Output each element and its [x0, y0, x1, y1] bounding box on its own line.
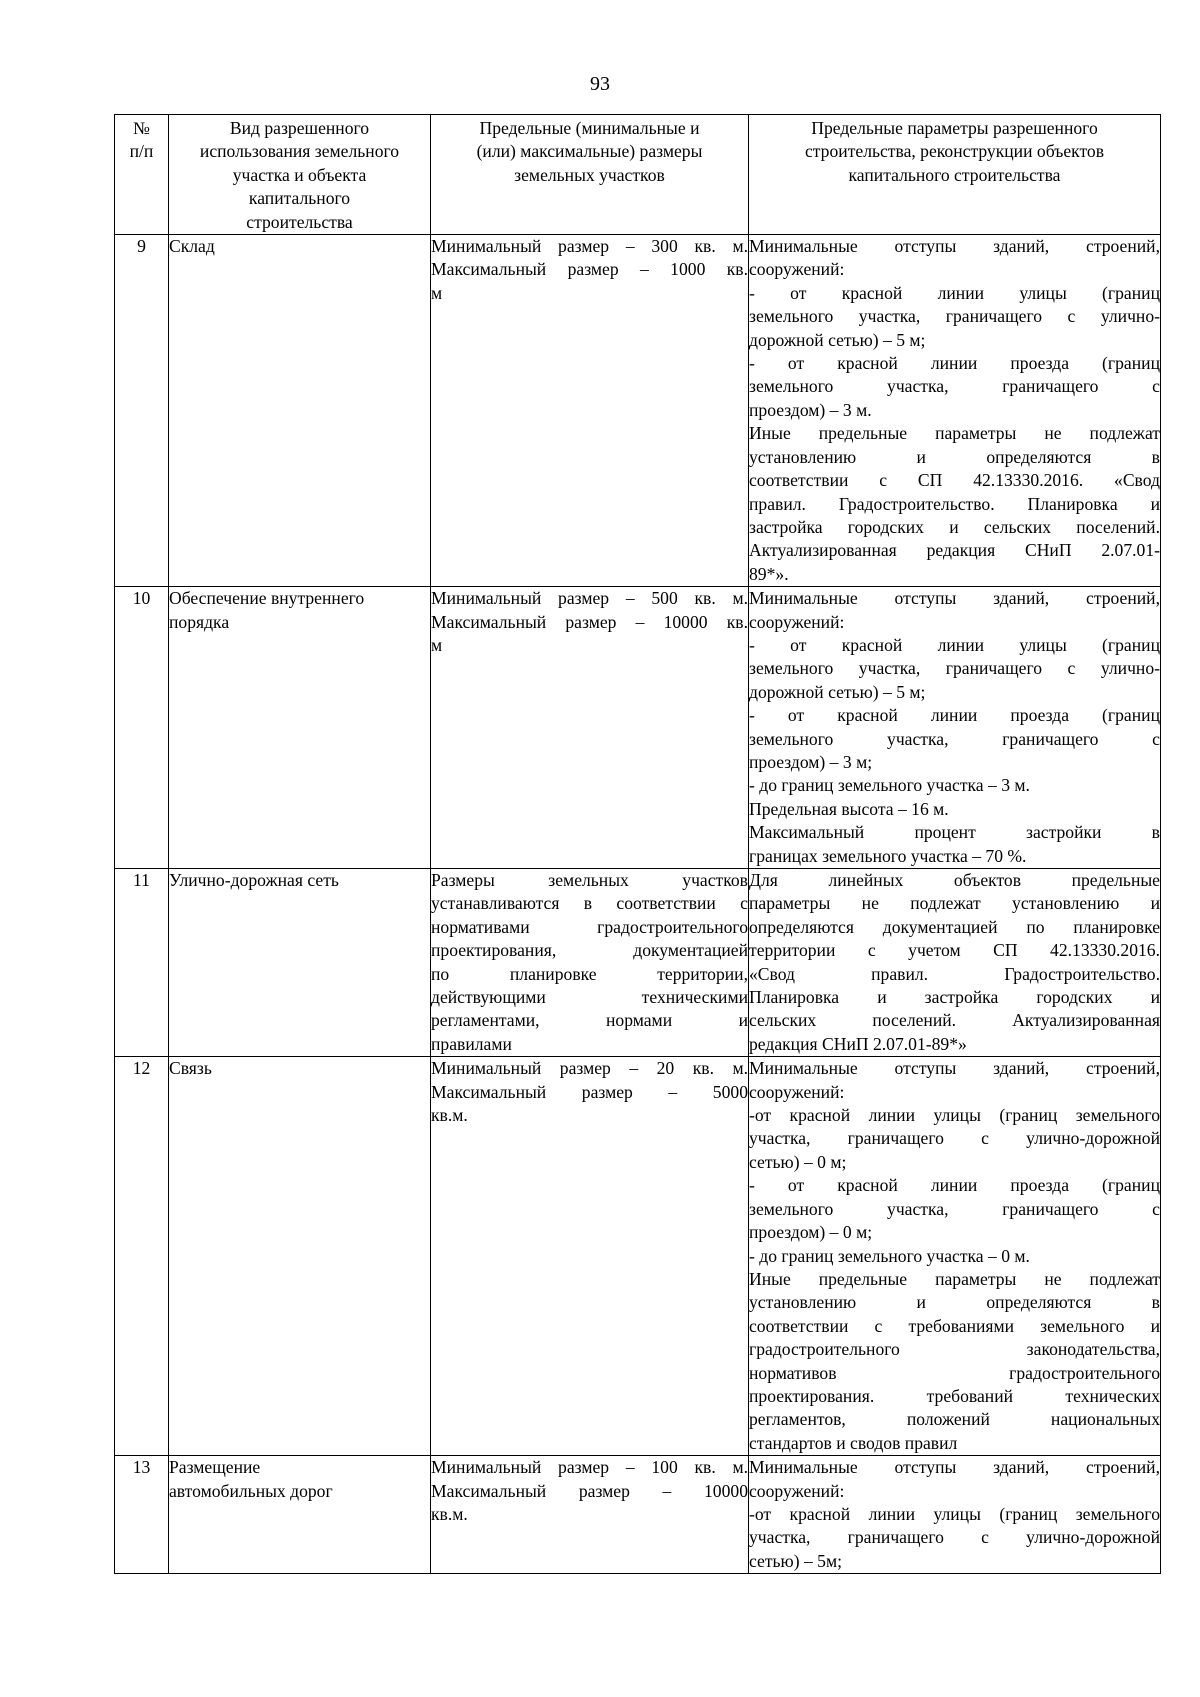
- cell-line: Предельная высота – 16 м.: [749, 798, 949, 819]
- cell-line: - от красной линии проезда (границ: [749, 705, 1160, 726]
- cell-line: сооружений:: [749, 259, 845, 280]
- cell-line: Минимальный размер – 300 кв. м.: [431, 236, 748, 257]
- header-line: п/п: [129, 141, 154, 162]
- cell-line: - от красной линии улицы (границ: [749, 634, 1160, 655]
- table-body: [115, 235, 1161, 1574]
- header-line: капитального: [248, 188, 351, 209]
- cell-line: кв.м.: [431, 1105, 468, 1126]
- cell-construction-parameters: [749, 1456, 1161, 1574]
- table-row: [115, 1057, 1161, 1456]
- cell-construction-parameters: [749, 1057, 1161, 1456]
- cell-line: Актуализированная редакция СНиП 2.07.01-: [749, 540, 1160, 561]
- cell-land-use-type: [169, 869, 431, 1057]
- cell-line: нормативами градостроительного: [431, 916, 748, 937]
- table-row: [115, 1456, 1161, 1574]
- cell-line: Склад: [169, 236, 215, 257]
- cell-line: дорожной сетью) – 5 м;: [749, 681, 926, 702]
- cell-line: по планировке территории,: [431, 963, 748, 984]
- cell-line: границах земельного участка – 70 %.: [749, 845, 1027, 866]
- cell-line: застройка городских и сельских поселений.: [749, 516, 1160, 537]
- cell-line: Размеры земельных участков: [431, 870, 748, 890]
- cell-line: дорожной сетью) – 5 м;: [749, 329, 926, 350]
- cell-line: -от красной линии улицы (границ земельного: [749, 1105, 1160, 1126]
- cell-plot-size-limits: [431, 587, 749, 869]
- cell-line: Размещение: [169, 1457, 261, 1478]
- page-number: 93: [590, 73, 610, 95]
- cell-line: - от красной линии проезда (границ: [749, 353, 1160, 374]
- cell-line: м: [431, 634, 443, 655]
- cell-line: Минимальный размер – 20 кв. м.: [431, 1058, 748, 1079]
- cell-line: редакция СНиП 2.07.01-89*»: [749, 1033, 967, 1054]
- cell-line: устанавливаются в соответствии с: [431, 893, 748, 914]
- cell-line: Минимальные отступы зданий, строений,: [749, 236, 1160, 257]
- cell-land-use-type: [169, 587, 431, 869]
- cell-line: земельного участка, граничащего с: [749, 1198, 1160, 1219]
- cell-line: Обеспечение внутреннего: [169, 588, 365, 609]
- header-land-use-type: [169, 115, 431, 235]
- cell-line: м: [431, 282, 443, 303]
- cell-line: земельного участка, граничащего с: [749, 376, 1160, 397]
- cell-line: «Свод правил. Градостроительство.: [749, 963, 1160, 984]
- cell-number: 13: [115, 1456, 169, 1574]
- cell-line: Минимальный размер – 500 кв. м.: [431, 588, 748, 609]
- header-line: строительства, реконструкции объектов: [804, 141, 1105, 162]
- header-construction-parameters: [749, 115, 1161, 235]
- cell-line: Максимальный процент застройки в: [749, 822, 1160, 843]
- cell-line: Максимальный размер – 1000 кв.: [431, 259, 748, 280]
- cell-line: стандартов и сводов правил: [749, 1432, 958, 1453]
- cell-line: Улично-дорожная сеть: [169, 870, 339, 890]
- cell-line: автомобильных дорог: [169, 1480, 333, 1501]
- cell-line: регламентов, положений национальных: [749, 1409, 1160, 1430]
- cell-line: установлению и определяются в: [749, 1292, 1160, 1313]
- cell-line: Максимальный размер – 5000: [431, 1081, 748, 1102]
- cell-line: Минимальные отступы зданий, строений,: [749, 1457, 1160, 1478]
- cell-land-use-type: [169, 235, 431, 587]
- cell-line: Минимальные отступы зданий, строений,: [749, 588, 1160, 609]
- cell-line: нормативов градостроительного: [749, 1362, 1160, 1383]
- cell-line: определяются документацией по планировке: [749, 916, 1160, 937]
- cell-line: соответствии с СП 42.13330.2016. «Свод: [749, 470, 1160, 491]
- cell-line: Максимальный размер – 10000 кв.: [431, 611, 748, 632]
- cell-line: параметры не подлежат установлению и: [749, 893, 1160, 914]
- cell-plot-size-limits: [431, 1057, 749, 1456]
- cell-line: Минимальные отступы зданий, строений,: [749, 1058, 1160, 1079]
- cell-line: кв.м.: [431, 1503, 468, 1524]
- header-line: Вид разрешенного: [229, 118, 370, 138]
- cell-number: 11: [115, 869, 169, 1057]
- land-use-table: [114, 114, 1161, 1574]
- cell-line: сооружений:: [749, 1081, 845, 1102]
- cell-line: - до границ земельного участка – 0 м.: [749, 1245, 1030, 1266]
- cell-number: 12: [115, 1057, 169, 1456]
- cell-land-use-type: [169, 1456, 431, 1574]
- table-row: [115, 869, 1161, 1057]
- cell-number: 9: [115, 235, 169, 587]
- cell-line: сооружений:: [749, 611, 845, 632]
- cell-line: проектирования. требований технических: [749, 1385, 1160, 1406]
- cell-line: сетью) – 5м;: [749, 1550, 842, 1571]
- cell-line: -от красной линии улицы (границ земельного: [749, 1503, 1160, 1524]
- cell-line: установлению и определяются в: [749, 446, 1160, 467]
- cell-line: сетью) – 0 м;: [749, 1151, 847, 1172]
- cell-line: участка, граничащего с улично-дорожной: [749, 1128, 1160, 1149]
- cell-number: 10: [115, 587, 169, 869]
- table-row: [115, 587, 1161, 869]
- cell-line: Связь: [169, 1058, 212, 1079]
- table-row: [115, 235, 1161, 587]
- cell-line: порядка: [169, 611, 230, 632]
- cell-line: проездом) – 3 м;: [749, 751, 873, 772]
- cell-line: земельного участка, граничащего с улично-: [749, 658, 1160, 679]
- cell-line: Для линейных объектов предельные: [749, 870, 1160, 890]
- header-number: [115, 115, 169, 235]
- cell-line: Минимальный размер – 100 кв. м.: [431, 1457, 748, 1478]
- cell-line: Максимальный размер – 10000: [431, 1480, 748, 1501]
- header-line: №: [133, 118, 150, 138]
- cell-line: проектирования, документацией: [431, 940, 748, 961]
- cell-line: Иные предельные параметры не подлежат: [749, 423, 1160, 444]
- cell-line: градостроительного законодательства,: [749, 1339, 1160, 1360]
- cell-line: 89*».: [749, 563, 789, 584]
- cell-construction-parameters: [749, 235, 1161, 587]
- cell-line: - от красной линии проезда (границ: [749, 1175, 1160, 1196]
- cell-line: сельских поселений. Актуализированная: [749, 1010, 1160, 1031]
- cell-line: Иные предельные параметры не подлежат: [749, 1268, 1160, 1289]
- header-line: участка и объекта: [232, 164, 367, 185]
- cell-plot-size-limits: [431, 1456, 749, 1574]
- cell-plot-size-limits: [431, 235, 749, 587]
- cell-line: регламентами, нормами и: [431, 1010, 748, 1031]
- cell-construction-parameters: [749, 587, 1161, 869]
- cell-line: сооружений:: [749, 1480, 845, 1501]
- cell-line: действующими техническими: [431, 987, 748, 1008]
- cell-line: земельного участка, граничащего с улично-: [749, 306, 1160, 327]
- cell-line: правил. Градостроительство. Планировка и: [749, 493, 1160, 514]
- header-line: использования земельного: [199, 141, 400, 162]
- header-line: (или) максимальные) размеры: [476, 141, 703, 162]
- cell-line: соответствии с требованиями земельного и: [749, 1315, 1160, 1336]
- cell-line: Планировка и застройка городских и: [749, 987, 1160, 1008]
- cell-construction-parameters: [749, 869, 1161, 1057]
- cell-line: земельного участка, граничащего с: [749, 728, 1160, 749]
- header-row: [115, 115, 1161, 235]
- header-plot-size-limits: [431, 115, 749, 235]
- table-header: [115, 115, 1161, 235]
- cell-line: - до границ земельного участка – 3 м.: [749, 775, 1030, 796]
- cell-land-use-type: [169, 1057, 431, 1456]
- header-line: земельных участков: [514, 164, 665, 185]
- cell-line: участка, граничащего с улично-дорожной: [749, 1527, 1160, 1548]
- header-line: Предельные параметры разрешенного: [811, 118, 1098, 138]
- cell-line: территории с учетом СП 42.13330.2016.: [749, 940, 1160, 961]
- header-line: капитального строительства: [848, 164, 1061, 185]
- cell-line: проездом) – 3 м.: [749, 399, 872, 420]
- cell-plot-size-limits: [431, 869, 749, 1057]
- header-line: Предельные (минимальные и: [479, 118, 700, 138]
- cell-line: - от красной линии улицы (границ: [749, 282, 1160, 303]
- cell-line: правилами: [431, 1033, 512, 1054]
- cell-line: проездом) – 0 м;: [749, 1222, 873, 1243]
- header-line: строительства: [246, 211, 353, 232]
